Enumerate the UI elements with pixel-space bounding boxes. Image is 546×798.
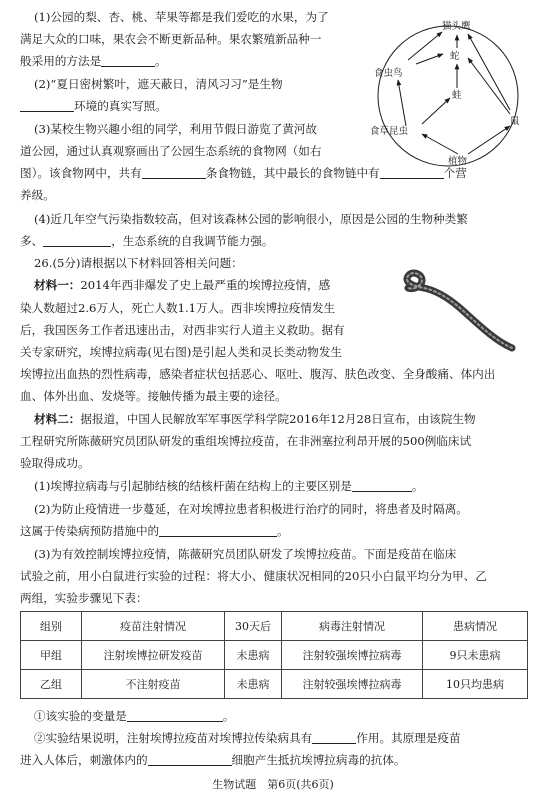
table-header-cell: 30天后	[225, 612, 282, 641]
table-row	[21, 670, 528, 699]
m2-line1: 材料二：据报道，中国人民解放军军事医学科学院2016年12月28日宣布，由该院生物	[34, 412, 476, 426]
q25-p1-line3: 般采用的方法是 。	[20, 54, 167, 68]
label-plant: 植物	[448, 156, 468, 167]
q25-p3-line2: 道公园，通过认真观察画出了公园生态系统的食物网（如右	[20, 144, 322, 158]
answer-blank	[101, 54, 155, 67]
answer-blank	[142, 166, 206, 179]
m2-line3: 验取得成功。	[20, 456, 90, 470]
arrow-insect-frog	[422, 98, 450, 124]
label-mouse: 鼠	[510, 116, 520, 127]
table-header-cell: 患病情况	[423, 612, 528, 641]
table-cell: 未患病	[225, 641, 282, 670]
q25-p3-line3: 图）。该食物网中，共有 条食物链，其中最长的食物链中有 个营	[20, 166, 467, 180]
table-cell: 9只未患病	[423, 641, 528, 670]
table-header-cell: 疫苗注射情况	[82, 612, 225, 641]
q25-p1-line1: (1)公园的梨、杏、桃、苹果等都是我们爱吃的水果，为了	[34, 10, 329, 24]
q26-intro: 26.(5分)请根据以下材料回答相关问题：	[34, 256, 243, 270]
answer-blank	[352, 479, 412, 492]
table-cell: 10只均患病	[423, 670, 528, 699]
experiment-table	[20, 611, 528, 699]
table-header-row	[21, 612, 528, 641]
m1-line1: 材料一：2014年西非爆发了史上最严重的埃博拉疫情，感	[34, 278, 331, 292]
ebola-virus-image	[394, 268, 526, 352]
m1-line5: 埃博拉出血热的烈性病毒，感染者症状包括恶心、呕吐、腹泻、肤色改变、全身酸痛、体内出	[20, 367, 496, 381]
label-insect-bird: 食虫鸟	[374, 68, 403, 79]
table-cell: 未患病	[225, 670, 282, 699]
table-cell: 不注射疫苗	[82, 670, 225, 699]
answer-blank	[43, 234, 111, 247]
arrow-bird-snake	[416, 54, 443, 64]
q26-c2-line2: 进入人体后，刺激体内的 细胞产生抵抗埃博拉病毒的抗体。	[20, 753, 406, 767]
table-cell: 注射较强埃博拉病毒	[282, 641, 423, 670]
q25-p1-line2: 满足大众的口味，果农会不断更新品种。果农繁殖新品种一	[20, 32, 322, 46]
label-frog: 蛙	[452, 90, 462, 101]
table-cell: 乙组	[21, 670, 82, 699]
table-cell: 注射较强埃博拉病毒	[282, 670, 423, 699]
q26-s2-line1: (2)为防止疫情进一步蔓延，在对埃博拉患者积极进行治疗的同时，将患者及时隔离。	[34, 502, 468, 516]
m1-line4: 关专家研究，埃博拉病毒(见右图)是引起人类和灵长类动物发生	[20, 345, 343, 359]
table-cell: 甲组	[21, 641, 82, 670]
answer-blank	[20, 99, 74, 112]
q25-p4-line2: 多、 ，生态系统的自我调节能力强。	[20, 234, 274, 248]
table-header-cell: 组别	[21, 612, 82, 641]
q26-s3-line3: 两组，实验步骤见下表：	[20, 591, 148, 605]
arrow-plant-mouse	[468, 126, 510, 154]
m1-line3: 后，我国医务工作者迅速出击，对西非实行人道主义救助。据有	[20, 323, 345, 337]
q25-p2-line1: (2)“夏日密树繁叶，遮天蔽日，清风习习”是生物	[34, 77, 283, 91]
answer-blank	[159, 524, 277, 537]
q25-p3-line4: 养级。	[20, 188, 55, 202]
food-web-diagram	[360, 12, 540, 180]
q26-s1: (1)埃博拉病毒与引起肺结核的结核杆菌在结构上的主要区别是 。	[34, 479, 424, 493]
q26-c2-line1: ②实验结果说明，注射埃博拉疫苗对埃博拉传染病具有 作用。其原理是疫苗	[34, 731, 461, 745]
answer-blank	[127, 709, 223, 722]
q25-p4-line1: (4)近几年空气污染指数较高，但对该森林公园的影响很小，原因是公园的生物种类繁	[34, 212, 468, 226]
m2-line2: 工程研究所陈薇研究员团队研发的重组埃博拉疫苗，在非洲塞拉利昂开展的500例临床试	[20, 434, 472, 448]
q26-s3-line1: (3)为有效控制埃博拉疫情，陈薇研究员团队研发了埃博拉疫苗。下面是疫苗在临床	[34, 547, 457, 561]
q26-c1: ①该实验的变量是 。	[34, 709, 235, 723]
q26-s3-line2: 试验之前，用小白鼠进行实验的过程：将大小、健康状况相同的20只小白鼠平均分为甲、乙	[20, 569, 487, 583]
answer-blank	[148, 753, 232, 766]
label-snake: 蛇	[450, 51, 460, 62]
table-cell: 注射埃博拉研发疫苗	[82, 641, 225, 670]
label-herb-insect: 食草昆虫	[370, 126, 409, 137]
arrow-plant-insect	[422, 134, 458, 154]
m1-line6: 血、体外出血、发烧等。接触传播为最主要的途径。	[20, 389, 287, 403]
m1-line2: 染人数超过2.6万人，死亡人数1.1万人。西非埃博拉疫情发生	[20, 301, 336, 315]
page-footer: 生物试题 第6页(共6页)	[212, 778, 334, 791]
table-header-cell: 病毒注射情况	[282, 612, 423, 641]
label-owl: 猫头鹰	[442, 21, 471, 32]
table-row	[21, 641, 528, 670]
arrow-insect-bird	[398, 80, 406, 126]
arrow-mouse-snake	[468, 58, 510, 114]
q26-s2-line2: 这属于传染病预防措施中的 。	[20, 524, 289, 538]
answer-blank	[312, 731, 356, 744]
arrow-mouse-owl	[468, 34, 510, 110]
q25-p3-line1: (3)某校生物兴趣小组的同学，利用节假日游览了黄河故	[34, 122, 318, 136]
q25-p2-line2: 环境的真实写照。	[20, 99, 167, 113]
